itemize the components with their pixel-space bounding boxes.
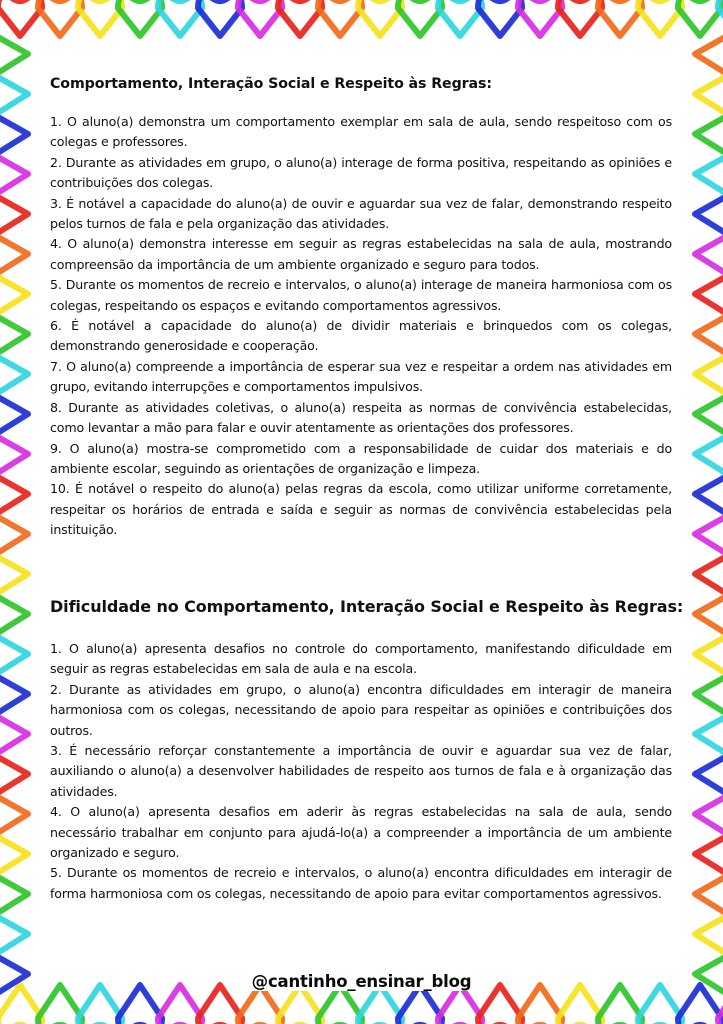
section-behavior-difficulty (50, 597, 684, 904)
list-item: 9. O aluno(a) mostra-se comprometido com a responsabilidade de cuidar dos materiais e do ambiente escolar, seguindo as orientações de organização e limpeza. (50, 440, 672, 476)
list-item: 6. É notável a capacidade do aluno(a) de dividir materiais e brinquedos com os colegas, demonstrando generosidade e cooperação. (50, 318, 672, 354)
difficulty-items-list (50, 639, 672, 904)
list-item: 2. Durante as atividades em grupo, o aluno(a) encontra dificuldades em interagir de maneira harmoniosa com os colegas, necessitando de apoio para respeitar as opiniões e contribuições dos outros. (50, 681, 672, 738)
list-item: 2. Durante as atividades em grupo, o aluno(a) interage de forma positiva, respeitando as opiniões e contribuições dos colegas. (50, 154, 672, 191)
list-item: 4. O aluno(a) demonstra interesse em seguir as regras estabelecidas na sala de aula, mostrando compreensão da importância de um ambiente organizado e seguro para todos. (50, 236, 672, 272)
list-item: 3. É necessário reforçar constantemente a importância de ouvir e aguardar sua vez de falar, auxiliando o aluno(a) a desenvolver habilidades de respeito aos turnos de fala e à organização das atividades. (50, 743, 672, 799)
list-item: 5. Durante os momentos de recreio e intervalos, o aluno(a) interage de maneira harmoniosa com os colegas, respeitando os espaços e evitando comportamentos agressivos. (50, 277, 672, 313)
list-item: 1. O aluno(a) apresenta desafios no controle do comportamento, manifestando dificuldade em seguir as regras estabelecidas em sala de aula e na escola. (50, 641, 672, 677)
blog-watermark (0, 972, 723, 991)
list-item: 1. O aluno(a) demonstra um comportamento exemplar em sala de aula, sendo respeitoso com os colegas e professores. (50, 114, 672, 150)
list-item: 4. O aluno(a) apresenta desafios em aderir às regras estabelecidas na sala de aula, sendo necessário trabalhar em conjunto para ajudá-lo(a) a compreender a importância de um ambiente organizado e seguro. (50, 804, 672, 861)
list-item: 7. O aluno(a) compreende a importância de esperar sua vez e respeitar a ordem nas atividades em grupo, evitando interrupções e comportamentos impulsivos. (50, 358, 672, 395)
section-title-difficulty: Dificuldade no Comportamento, Interação Social e Respeito às Regras: (50, 597, 684, 616)
section-behavior (50, 74, 672, 541)
list-item: 8. Durante as atividades coletivas, o aluno(a) respeita as normas de convivência estabelecidas, como levantar a mão para falar e ouvir atentamente as orientações dos professores. (50, 399, 672, 436)
list-item: 5. Durante os momentos de recreio e intervalos, o aluno(a) encontra dificuldades em interagir de forma harmoniosa com os colegas, necessitando de apoio para evitar comportamentos agressivos. (50, 865, 672, 901)
section-title-behavior: Comportamento, Interação Social e Respeito às Regras: (50, 76, 492, 92)
list-item: 10. É notável o respeito do aluno(a) pelas regras da escola, como utilizar uniforme corretamente, respeitar os horários de entrada e saída e seguir as normas de convivência estabelecidas pela instituição. (50, 481, 672, 538)
watermark-text: @cantinho_ensinar_blog (248, 972, 476, 991)
list-item: 3. É notável a capacidade do aluno(a) de ouvir e aguardar sua vez de falar, demonstrando respeito pelos turnos de fala e pela organização das atividades. (50, 195, 672, 232)
behavior-items-list (50, 112, 672, 541)
